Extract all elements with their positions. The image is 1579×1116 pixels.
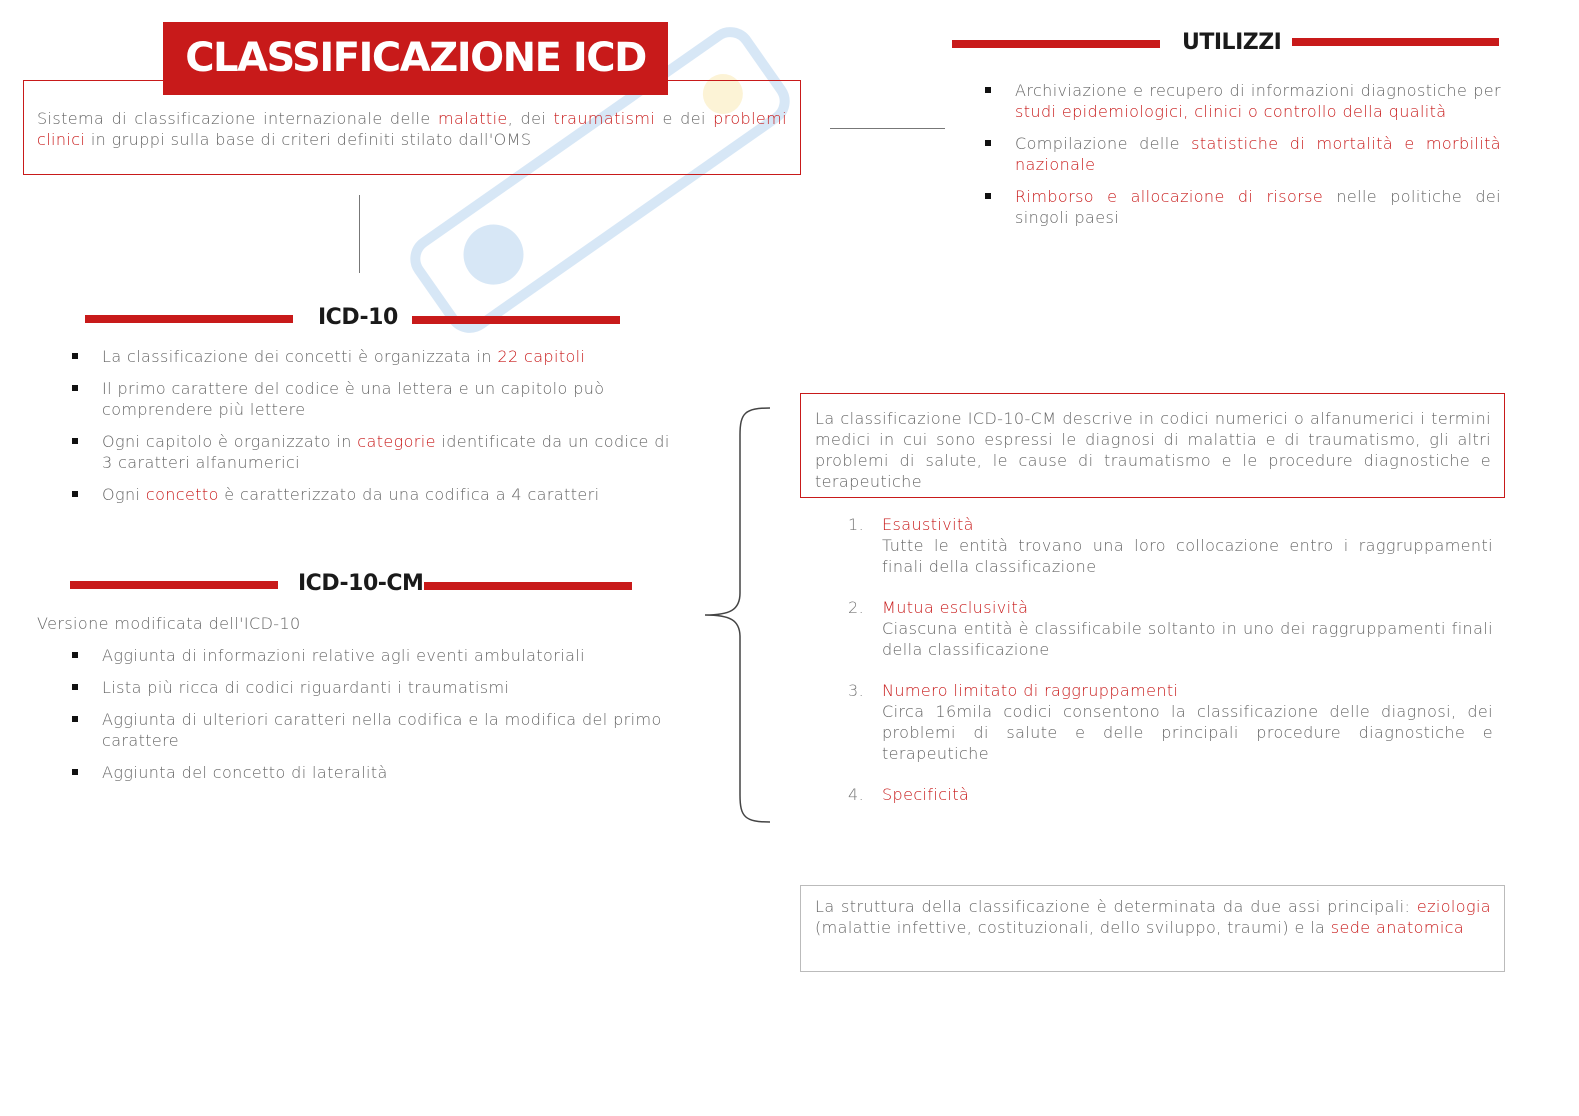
item-number: 3. — [848, 681, 865, 700]
list-item — [72, 431, 672, 473]
item-highlight: concetto — [145, 485, 219, 504]
item-number: 4. — [848, 785, 865, 804]
item-text: Archiviazione e recupero di informazioni diagnostiche per — [1015, 81, 1501, 100]
item-highlight: studi epidemiologici, clinici o controllo della qualità — [1015, 102, 1447, 121]
structure-highlight: eziologia — [1416, 897, 1491, 916]
list-item — [985, 133, 1501, 175]
item-text: Il primo carattere del codice è una lettera e un capitolo può comprendere più lettere — [102, 379, 605, 419]
item-number: 1. — [848, 515, 865, 534]
definition-part: e dei — [655, 109, 714, 128]
page-title: CLASSIFICAZIONE ICD — [163, 22, 668, 95]
definition-text — [37, 108, 787, 150]
icd10cm-rule-left — [70, 581, 278, 589]
item-highlight: Rimborso e allocazione di risorse — [1015, 187, 1324, 206]
list-item: Lista più ricca di codici riguardanti i traumatismi — [72, 677, 672, 698]
icd10-list — [72, 346, 672, 516]
item-number: 2. — [848, 598, 865, 617]
list-item — [848, 514, 1493, 577]
list-item — [72, 346, 672, 367]
item-highlight: statistiche di mortalità e morbilità nazionale — [1015, 134, 1501, 174]
utilizzi-rule-right — [1292, 38, 1499, 46]
list-item — [72, 484, 672, 505]
item-title: Mutua esclusività — [882, 598, 1029, 617]
utilizzi-list — [985, 80, 1501, 239]
list-item — [848, 680, 1493, 764]
connector-line — [830, 128, 945, 129]
icd10cm-list — [72, 645, 672, 794]
icd10cm-heading: ICD-10-CM — [298, 571, 424, 596]
curly-brace — [700, 405, 775, 825]
item-text: identificate da un codice di 3 caratteri alfanumerici — [102, 432, 670, 472]
icd10-rule-right — [412, 316, 620, 324]
item-title: Esaustività — [882, 515, 974, 534]
item-text: Ogni — [102, 485, 146, 504]
definition-highlight: malattie — [438, 109, 508, 128]
item-description: Tutte le entità trovano una loro collocazione entro i raggruppamenti finali della classificazione — [882, 536, 1493, 576]
definition-highlight: problemi clinici — [37, 109, 787, 149]
list-item: Aggiunta del concetto di lateralità — [72, 762, 672, 783]
list-item — [985, 186, 1501, 228]
utilizzi-rule-left — [952, 40, 1160, 48]
icd10-rule-left — [85, 315, 293, 323]
list-item — [848, 597, 1493, 660]
item-text: Ogni capitolo è organizzato in — [102, 432, 358, 451]
icd10cm-rule-right — [424, 582, 632, 590]
structure-text — [815, 896, 1491, 938]
item-description: Circa 16mila codici consentono la classificazione delle diagnosi, dei problemi di salute e delle principali procedure diagnostiche e terapeutiche — [882, 702, 1493, 763]
utilizzi-heading: UTILIZZI — [1182, 30, 1282, 55]
definition-part: in gruppi sulla base di criteri definiti stilato dall'OMS — [85, 130, 532, 149]
list-item — [72, 378, 672, 420]
item-title: Numero limitato di raggruppamenti — [882, 681, 1179, 700]
definition-part: Sistema di classificazione internazionale delle — [37, 109, 438, 128]
item-text: è caratterizzato da una codifica a 4 caratteri — [218, 485, 600, 504]
list-item — [848, 784, 1493, 805]
icd10-heading: ICD-10 — [318, 305, 398, 330]
icd10cm-intro: Versione modificata dell'ICD-10 — [37, 614, 301, 633]
list-item — [985, 80, 1501, 122]
definition-part: , dei — [507, 109, 554, 128]
item-title: Specificità — [882, 785, 970, 804]
definition-highlight: traumatismi — [553, 109, 656, 128]
item-text: Compilazione delle — [1015, 134, 1192, 153]
structure-highlight: sede anatomica — [1330, 918, 1465, 937]
connector-line — [359, 195, 360, 273]
item-text: nelle politiche dei singoli paesi — [1015, 187, 1501, 227]
item-highlight: 22 capitoli — [497, 347, 586, 366]
structure-part: La struttura della classificazione è determinata da due assi principali: — [815, 897, 1417, 916]
list-item: Aggiunta di informazioni relative agli eventi ambulatoriali — [72, 645, 672, 666]
cm-description-text: La classificazione ICD-10-CM descrive in codici numerici o alfanumerici i termini medici in cui sono espressi le diagnosi di malattia e di traumatismo, gli altri problemi di salute, le cause di traumatismo e le procedure diagnostiche e terapeutiche — [815, 409, 1491, 491]
structure-part: (malattie infettive, costituzionali, dello sviluppo, traumi) e la — [815, 918, 1331, 937]
list-item: Aggiunta di ulteriori caratteri nella codifica e la modifica del primo carattere — [72, 709, 672, 751]
item-highlight: categorie — [357, 432, 436, 451]
item-text: La classificazione dei concetti è organizzata in — [102, 347, 498, 366]
principles-list — [848, 514, 1493, 825]
item-description: Ciascuna entità è classificabile soltanto in uno dei raggruppamenti finali della classificazione — [882, 619, 1493, 659]
